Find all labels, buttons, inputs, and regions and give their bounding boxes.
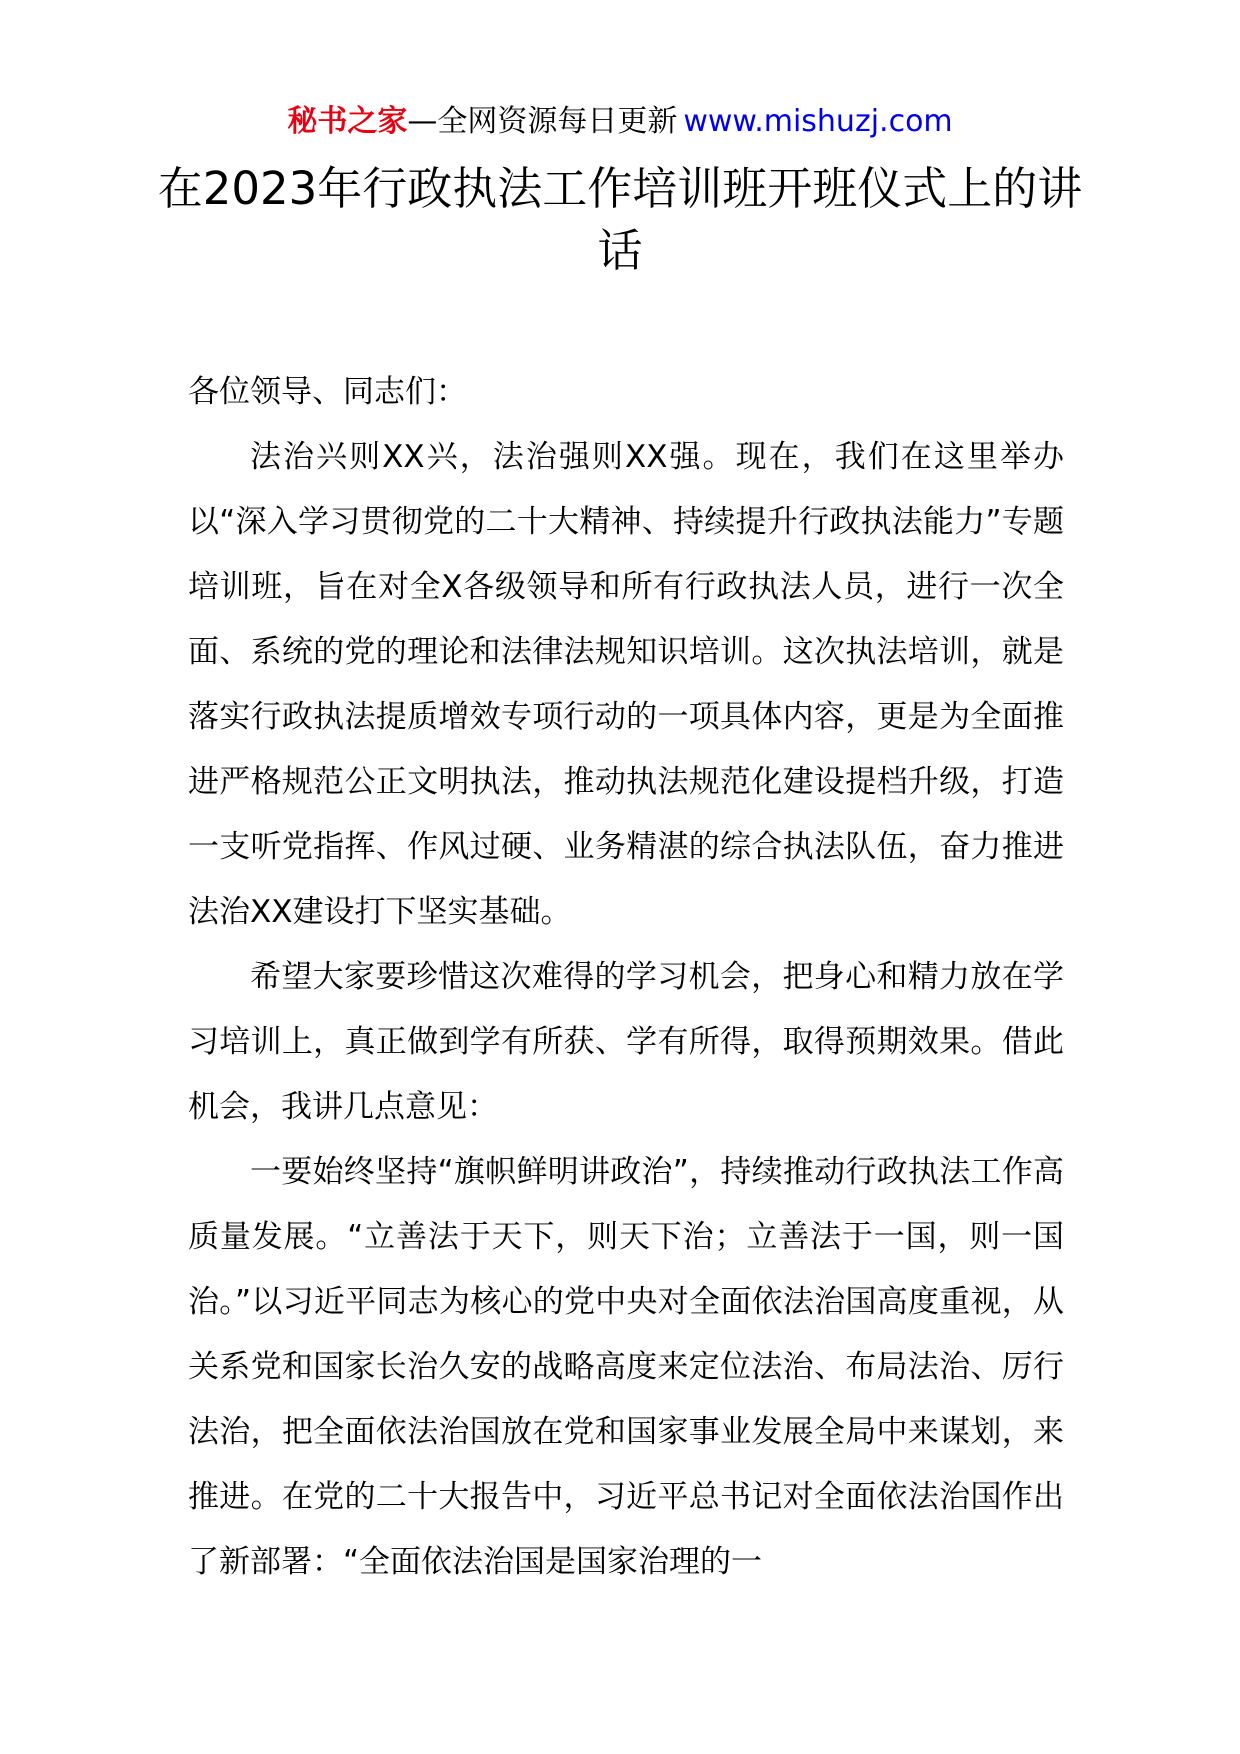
site-header [0, 98, 1240, 146]
paragraph-1: 法治兴则XX兴，法治强则XX强。现在，我们在这里举办以“深入学习贯彻党的二十大精神、持续提升行政执法能力”专题培训班，旨在对全X各级领导和所有行政执法人员，进行一次全面、系统的党的理论和法律法规知识培训。这次执法培训，就是落实行政执法提质增效专项行动的一项具体内容，更是为全面推进严格规范公正文明执法，推动执法规范化建设提档升级，打造一支听党指挥、作风过硬、业务精湛的综合执法队伍，奋力推进法治XX建设打下坚实基础。 [188, 439, 1064, 930]
paragraph-3: 一要始终坚持“旗帜鲜明讲政治”，持续推动行政执法工作高质量发展。“立善法于天下，则天下治；立善法于一国，则一国治。”以习近平同志为核心的党中央对全面依法治国高度重视，从关系党和国家长治久安的战略高度来定位法治、布局法治、厉行法治，把全面依法治国放在党和国家事业发展全局中来谋划，来推进。在党的二十大报告中，习近平总书记对全面依法治国作出了新部署：“全面依法治国是国家治理的一 [188, 1154, 1064, 1580]
site-url-link[interactable]: www.mishuzj.com [683, 104, 953, 139]
site-tagline: —全网资源每日更新 [407, 104, 678, 139]
document-body [188, 360, 1064, 1595]
site-brand: 秘书之家 [287, 104, 408, 139]
document-title: 在2023年行政执法工作培训班开班仪式上的讲话 [157, 162, 1083, 277]
salutation: 各位领导、同志们： [188, 374, 467, 410]
paragraph-2: 希望大家要珍惜这次难得的学习机会，把身心和精力放在学习培训上，真正做到学有所获、学有所得，取得预期效果。借此机会，我讲几点意见： [188, 959, 1064, 1125]
